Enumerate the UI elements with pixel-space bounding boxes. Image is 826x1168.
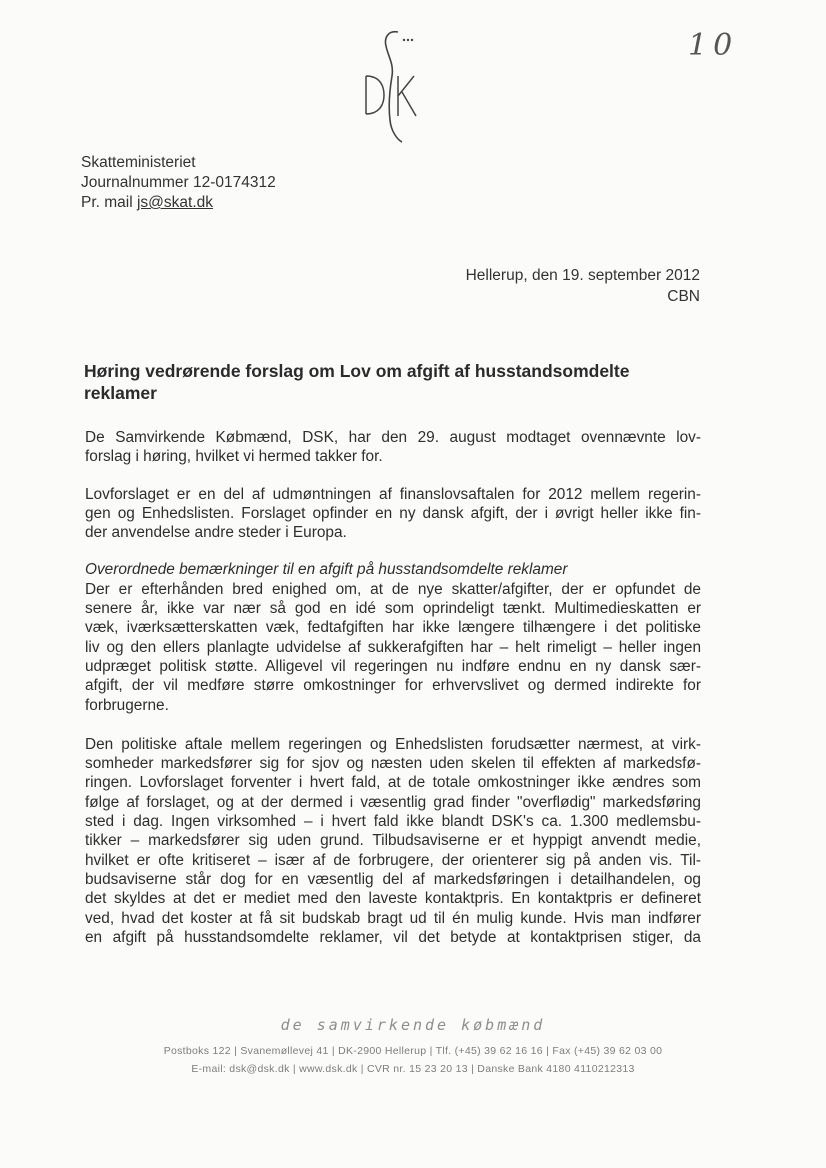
text-line: væk, iværksætterskatten væk, fedtafgiften har ikke længere tilhængere i det politiske — [85, 619, 701, 637]
text-line: udpræget politisk støtte. Alligevel vil regeringen nu indføre endnu en ny dansk sær- — [85, 657, 701, 675]
dsk-logo — [358, 24, 428, 154]
text-line: Der er efterhånden bred enighed om, at de nye skatter/afgifter, der er opfundet de — [85, 580, 701, 598]
letter-footer — [0, 1016, 826, 1078]
text-line: ringen. Lovforslaget forventer i hvert fald, at de totale omkostninger ikke ændres som — [85, 774, 701, 792]
mail-link[interactable]: js@skat.dk — [136, 194, 214, 211]
paragraph-1 — [85, 428, 701, 467]
text-line: sted i dag. Ingen virksomhed – i hvert fald ikke blandt DSK's ca. 1.300 medlemsbu- — [85, 813, 701, 831]
text-line: budsaviserne står dog for en væsentlig del af markedsføringen i detailhandelen, og — [85, 870, 701, 888]
text-line: der anvendelse andre steder i Europa. — [85, 524, 347, 542]
text-line: afgift, der vil medføre større omkostninger for erhvervslivet og dermed indirekte for — [85, 677, 701, 695]
mail-line — [81, 193, 276, 213]
text-line: det skyldes at det er mediet med den laveste kontaktpris. En kontaktpris er defineret — [85, 890, 701, 908]
paragraph-2 — [85, 485, 701, 543]
text-line: forbrugerne. — [85, 696, 169, 714]
text-line: ved, hvad det koster at få sit budskab bragt ud til én mulig kunde. Hvis man indfører — [85, 909, 701, 927]
heading-line-1: Høring vedrørende forslag om Lov om afgift af husstandsomdelte — [84, 361, 630, 381]
footer-contact-line-1: Postboks 122 | Svanemøllevej 41 | DK-2900 Hellerup | Tlf. (+45) 39 62 16 16 | Fax (+45) 39 62 03 00 — [163, 1045, 663, 1057]
letter-body — [85, 428, 701, 965]
paragraph-4 — [85, 735, 701, 947]
text-line: følge af forslaget, og at der dermed i væsentlig grad finder "overflødig" markedsføring — [85, 793, 701, 811]
text-line: gen og Enhedslisten. Forslaget opfinder en ny dansk afgift, der i øvrigt heller ikke fin- — [85, 504, 701, 522]
text-line: De Samvirkende Købmænd, DSK, har den 29. august modtaget ovennævnte lov- — [85, 429, 701, 446]
text-line: hvilket er ofte kritiseret – især af de forbrugere, der orienterer sig på anden vis. Til- — [85, 851, 701, 869]
text-line: en afgift på husstandsomdelte reklamer, vil det betyde at kontaktprisen stiger, da — [85, 928, 701, 946]
paragraph-3 — [85, 560, 701, 714]
recipient-address — [81, 153, 276, 213]
dsk-logo-icon — [358, 24, 428, 154]
place-date: Hellerup, den 19. september 2012 — [465, 267, 700, 284]
text-line: Den politiske aftale mellem regeringen og Enhedslisten forudsætter nærmest, at virk- — [85, 735, 701, 753]
section-subheading: Overordnede bemærkninger til en afgift på husstandsomdelte reklamer — [85, 561, 568, 579]
text-line: tikker – markedsfører sig uden grund. Tilbudsaviserne er et hyppigt anvendt medie, — [85, 832, 701, 850]
initials: CBN — [667, 288, 700, 305]
text-line: senere år, ikke var nær så god en idé som oprindeligt tænkt. Multimedieskatten er — [85, 600, 701, 618]
journal-number: Journalnummer 12-0174312 — [81, 174, 276, 191]
text-line: forslag i høring, hvilket vi hermed takker for. — [85, 448, 383, 466]
footer-contact-line-2: E-mail: dsk@dsk.dk | www.dsk.dk | CVR nr. 15 23 20 13 | Danske Bank 4180 4110212313 — [191, 1063, 635, 1075]
text-line: liv og den ellers planlagte udvidelse af sukkerafgiften har – helt rimeligt – heller ingen — [85, 638, 701, 656]
heading-line-2: reklamer — [84, 383, 157, 403]
recipient-name: Skatteministeriet — [81, 154, 196, 171]
footer-brand: de samvirkende købmænd — [280, 1016, 546, 1034]
text-line: somheder markedsfører sig for sjov og næsten uden skelen til effekten af markedsfø- — [85, 755, 701, 773]
letter-heading — [84, 360, 714, 404]
text-line: Lovforslaget er en del af udmøntningen af finanslovsaftalen for 2012 mellem regerin- — [85, 485, 701, 503]
mail-prefix: Pr. mail — [81, 194, 137, 211]
dateline — [466, 265, 700, 307]
handwritten-page-number: 10 — [688, 28, 739, 63]
